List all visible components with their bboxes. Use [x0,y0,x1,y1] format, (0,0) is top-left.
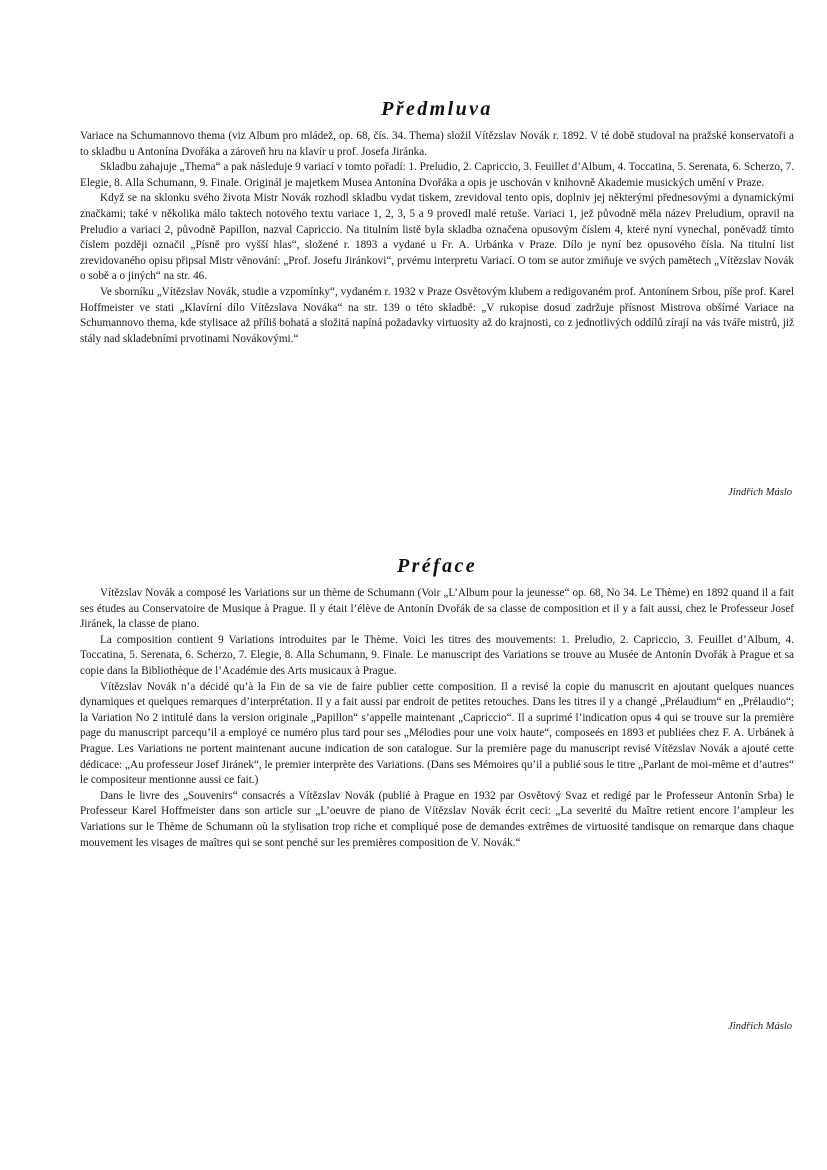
czech-signature: Jindřich Máslo [728,487,792,498]
czech-heading: Předmluva [381,98,493,120]
czech-paragraph: Ve sborníku „Vítězslav Novák, studie a vzpomínky“, vydaném r. 1932 v Praze Osvětovým klubem a redigovaném prof. Antonínem Srbou, píše prof. Karel Hoffmeister ve stati „Klavírní dílo Vítězslava Nováka“ na str. 139 o této skladbě: „V rukopise dosud zadržuje přísnost Mistrova obšírné Variace na Schumannovo thema, kde stylisace až příliš bohatá a složitá napíná požadavky virtuosity až do krajnosti, co z jednotlivých oddílů zírají na vás tváře mistrů, již stály nad skladebními prvotinami Novákovými.“ [80,285,794,345]
french-paragraph: Vítězslav Novák n’a décidé qu’à la Fin de sa vie de faire publier cette composition. Il a revisé la copie du manuscrit en ajoutant quelques nuances dynamiques et quelques remarques d’interprétation. Il y a fait aussi par endroit de petites retouches. Dans les titres il y a changé „Prélaudium“ en „Prélaudio“; la Variation No 2 intitulé dans la version originale „Papillon“ s’appelle maintenant „Capriccio“. Il a suprimé l’indication opus 4 qui se trouve sur la première page du manuscript parcequ’il a employé ce numéro plus tard pour ses „Mélodies pour une voix haute“, composeés en 1893 et publiées chez F. A. Urbánek à Prague. Les Variations ne portent maintenant aucune indication de son catalogue. Sur la première page du manuscript revisé Vítězslav Novák a ajouté cette dédicace: „Au professeur Josef Jiránek“, le premier interprète des Variations. (Dans ses Mémoires qu’il a publié sous le titre „Parlant de moi-même et d’autres“ le compositeur mentionne aussi ce fait.) [80,680,794,787]
french-paragraph: Vítězslav Novák a composé les Variations sur un thème de Schumann (Voir „L’Album pour la jeunesse“ op. 68, No 34. Le Thème) en 1892 quand il a fait ses études au Conservatoire de Musique à Prague. Il y était l’élève de Antonín Dvořák de sa classe de composition et il y a fait aussi, chez le Professeur Josef Jiránek, la classe de piano. [80,587,794,631]
french-paragraph: Dans le livre des „Souvenirs“ consacrés a Vítězslav Novák (publié à Prague en 1932 par Osvětový Svaz et redigé par le Professeur Antonín Srba) le Professeur Karel Hoffmeister dans son article sur „L’oeuvre de piano de Vítězslav Novák écrit ceci: „La severité du Maître retient encore l’ampleur les Variations sur le Thème de Schumann où la stylisation trop riche et compliqué pose de demandes extrêmes de virtuosité tandisque on remarque dans chaque mouvement les visages de maîtres qui se sont penché sur les premières composition de V. Novák.“ [80,789,794,849]
czech-paragraph: Skladbu zahajuje „Thema“ a pak následuje 9 variací v tomto pořadí: 1. Preludio, 2. Capriccio, 3. Feuillet d’Album, 4. Toccatina, 5. Serenata, 6. Scherzo, 7. Elegie, 8. Alla Schumann, 9. Finale. Originál je majetkem Musea Antonína Dvořáka a opis je uschován v knihovně Akademie musických umění v Praze. [80,161,794,189]
czech-preface-body [80,129,794,347]
czech-paragraph: Když se na sklonku svého života Mistr Novák rozhodl skladbu vydat tiskem, zrevidoval tento opis, doplniv jej některými přednesovými a dynamickými značkami; také v několika málo taktech notového textu variace 1, 2, 3, 5 a 9 provedl malé retuše. Variaci 1, jež původně měla název Preludium, opravil na Preludio a variaci 2, původně Papillon, nazval Capriccio. Na titulním listě byla skladba označena opusovým číslem 4, které nyní vynechal, poněvadž tímto číslem později označil „Písně pro vyšší hlas“, složené r. 1893 a vydané u Fr. A. Urbánka v Praze. Dílo je nyní bez opusového čísla. Na titulní list zrevidovaného opisu připsal Mistr věnování: „Prof. Josefu Jiránkovi“, prvému interpretu Variací. O tom se autor zmiňuje ve svých pamětech „Vítězslav Novák o sobě a o jiných“ na str. 46. [80,192,794,283]
czech-paragraph: Variace na Schumannovo thema (viz Album pro mládež, op. 68, čís. 34. Thema) složil Vítězslav Novák r. 1892. V té době studoval na pražské konservatoři a to skladbu u Antonína Dvořáka a zároveň hru na klavír u prof. Josefa Jiránka. [80,130,794,158]
french-signature: Jindřich Máslo [728,1021,792,1032]
french-paragraph: La composition contient 9 Variations introduites par le Thème. Voici les titres des mouvements: 1. Preludio, 2. Capriccio, 3. Feuillet d’Album, 4. Toccatina, 5. Serenata, 6. Scherzo, 7. Elegie, 8. Alla Schumann, 9. Finale. Le manuscript des Variations se trouve au Musée de Antonín Dvořák à Prague et sa copie dans la Bibliothèque de l’Académie des Arts musicaux à Prague. [80,633,794,677]
french-preface-body [80,586,794,851]
french-heading: Préface [396,555,478,577]
